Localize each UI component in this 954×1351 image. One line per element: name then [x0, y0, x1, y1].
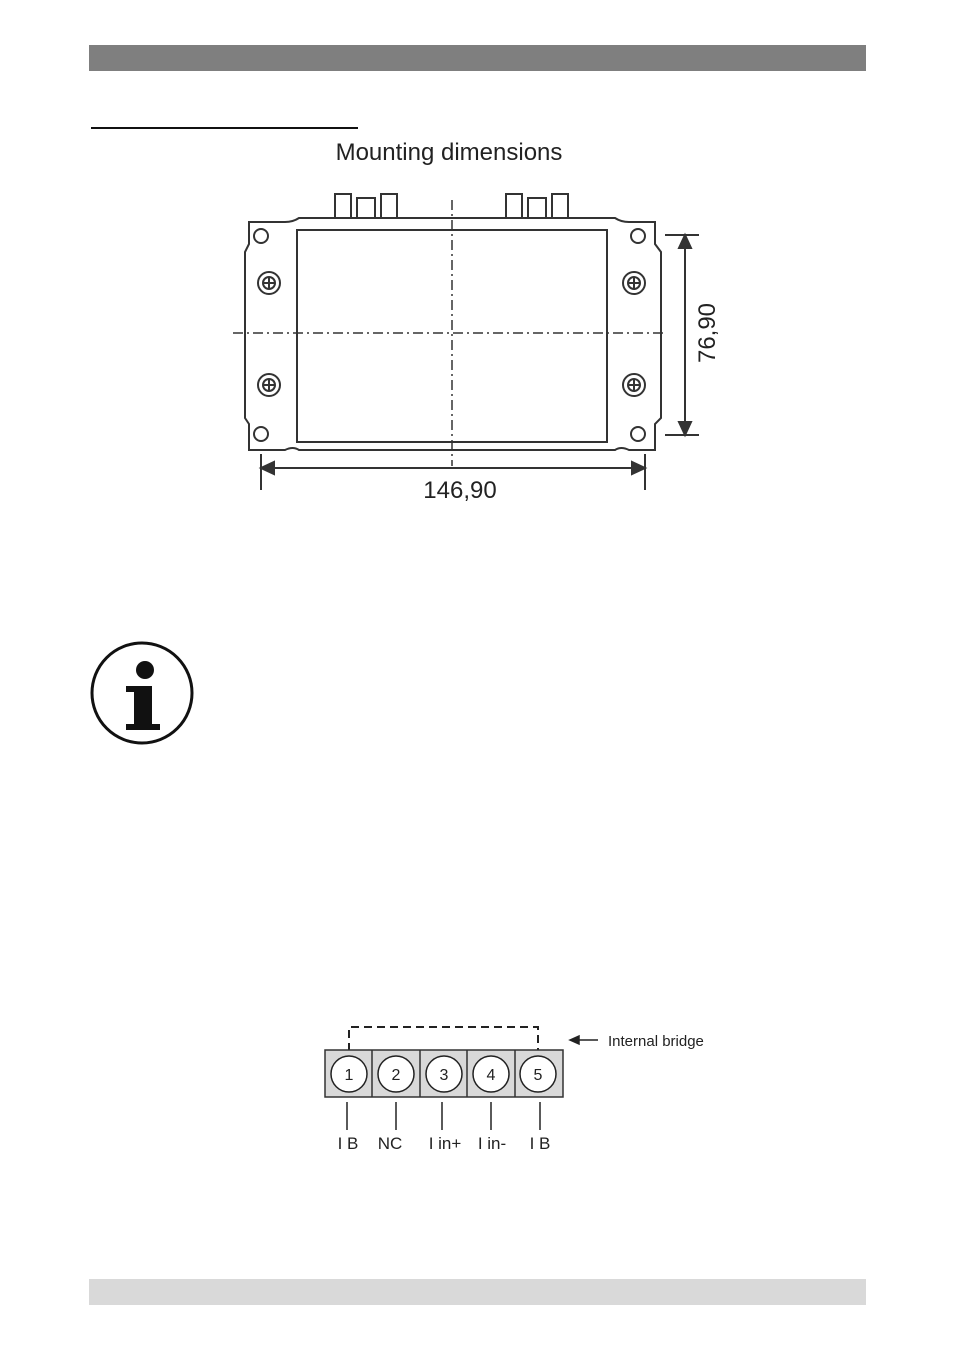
- terminal-3: [426, 1056, 462, 1153]
- info-icon: [90, 640, 202, 748]
- bridge-arrow: [570, 1036, 598, 1044]
- terminal-number: 3: [439, 1067, 449, 1084]
- terminal-diagram: [300, 1015, 740, 1165]
- page-header-bar: [89, 45, 866, 71]
- height-label: 76,90: [694, 302, 721, 364]
- mounting-figure-title: Mounting dimensions: [335, 139, 563, 166]
- terminal-label: I in+: [428, 1134, 462, 1153]
- terminal-1: [331, 1056, 367, 1153]
- terminal-4: [473, 1056, 509, 1153]
- terminal-number: 5: [533, 1067, 543, 1084]
- terminal-label: I B: [529, 1134, 551, 1153]
- internal-bridge-label: Internal bridge: [608, 1033, 704, 1050]
- terminal-5: [520, 1056, 556, 1153]
- terminal-label: I in-: [477, 1134, 507, 1153]
- terminal-number: 2: [391, 1067, 401, 1084]
- terminal-2: [378, 1056, 414, 1153]
- mounting-dimensions-figure: [205, 128, 750, 513]
- terminal-number: 4: [486, 1067, 496, 1084]
- page-footer-bar: [89, 1279, 866, 1305]
- width-label: 146,90: [423, 477, 497, 504]
- internal-bridge-line: [349, 1027, 538, 1051]
- terminal-number: 1: [344, 1067, 354, 1084]
- terminal-label: I B: [337, 1134, 359, 1153]
- terminal-label: NC: [377, 1134, 403, 1153]
